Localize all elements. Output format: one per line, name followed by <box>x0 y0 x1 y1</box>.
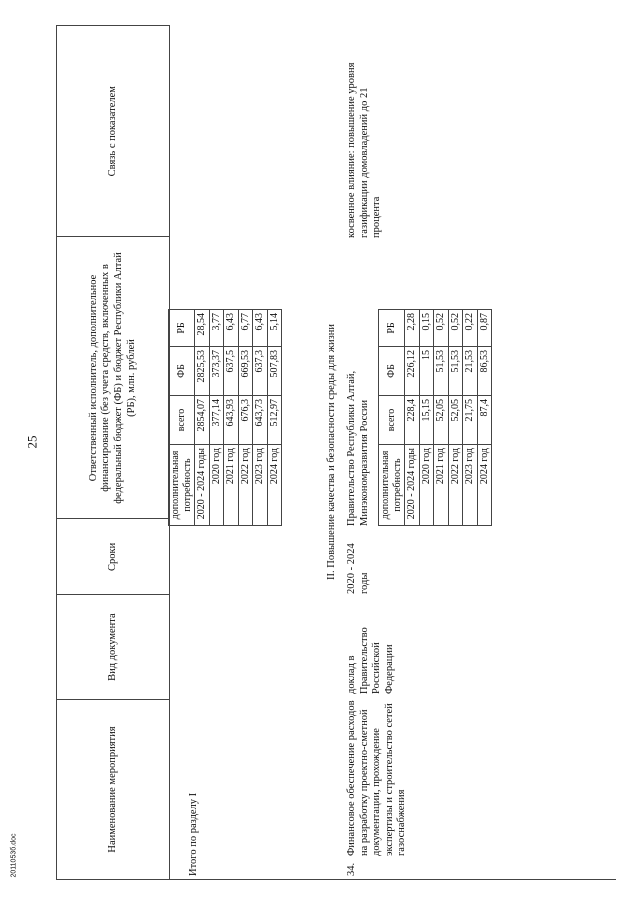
col-header-doc-type: Вид документа <box>57 595 170 700</box>
section2-title: II. Повышение качества и безопасности среды для жизни <box>326 324 337 580</box>
page-number: 25 <box>24 435 40 449</box>
footer-filename: 2011053б.doc <box>10 833 18 878</box>
table-row: 2023 год 643,73 637,3 6,43 <box>253 310 268 526</box>
col-header-name: Наименование мероприятия <box>57 700 170 880</box>
fin-header-need: дополнительная потребность <box>379 445 405 526</box>
table-row: 2024 год 512,97 507,83 5,14 <box>267 310 282 526</box>
item34-name: Финансовое обеспечение расходов на разработку проектно-сметной документации, прохождение экспертизы и строительство сетей газоснабжения <box>346 700 408 856</box>
table-left-border <box>160 879 616 880</box>
table-row: 2022 год 676,3 669,53 6,77 <box>238 310 253 526</box>
fin-header-fb: ФБ <box>379 347 405 396</box>
table-row: 2022 год 52,05 51,53 0,52 <box>448 310 463 526</box>
section1-total-label: Итого по разделу I <box>188 792 199 876</box>
rotated-page <box>56 25 616 880</box>
section1-finance-table <box>168 309 282 526</box>
fin-header-fb: ФБ <box>169 347 195 396</box>
table-row: 2024 год 87,4 86,53 0,87 <box>477 310 492 526</box>
table-area <box>56 25 616 880</box>
item34-responsible: Правительство Республики Алтай, Минэкономразвития России <box>346 370 370 526</box>
item34-number: 34. <box>346 862 357 876</box>
table-row: 2021 год 52,05 51,53 0,52 <box>434 310 449 526</box>
item34-finance-table <box>378 309 492 526</box>
table-row: 2020 - 2024 годы 2854,07 2825,53 28,54 <box>195 310 210 526</box>
fin-header-total: всего <box>169 396 195 445</box>
item34-link: косвенное влияние: повышение уровня газификации домовладений до 21 процента <box>346 62 383 238</box>
fin-header-need: дополнительная потребность <box>169 445 195 526</box>
table-row: 2020 - 2024 годы 228,4 226,12 2,28 <box>405 310 420 526</box>
item34-terms: 2020 - 2024 годы <box>346 543 370 594</box>
fin-header-total: всего <box>379 396 405 445</box>
table-row: 2020 год 15,15 15 0,15 <box>419 310 434 526</box>
fin-header-rb: РБ <box>379 310 405 347</box>
table-row: 2021 год 643,93 637,5 6,43 <box>224 310 239 526</box>
col-header-terms: Сроки <box>57 519 170 595</box>
fin-header-rb: РБ <box>169 310 195 347</box>
table-row: 2020 год 377,14 373,37 3,77 <box>209 310 224 526</box>
item34-doc-type: доклад в Правительство Российской Федерации <box>346 627 395 694</box>
col-header-link: Связь с показателем <box>57 26 170 237</box>
table-row: 2023 год 21,75 21,53 0,22 <box>463 310 478 526</box>
col-header-responsible: Ответственный исполнитель, дополнительное финансирование (без учета средств, включенных в федеральный бюджет (ФБ) и бюджет Республики Алтай (РБ), млн. рублей <box>57 237 170 519</box>
header-table <box>56 25 170 880</box>
